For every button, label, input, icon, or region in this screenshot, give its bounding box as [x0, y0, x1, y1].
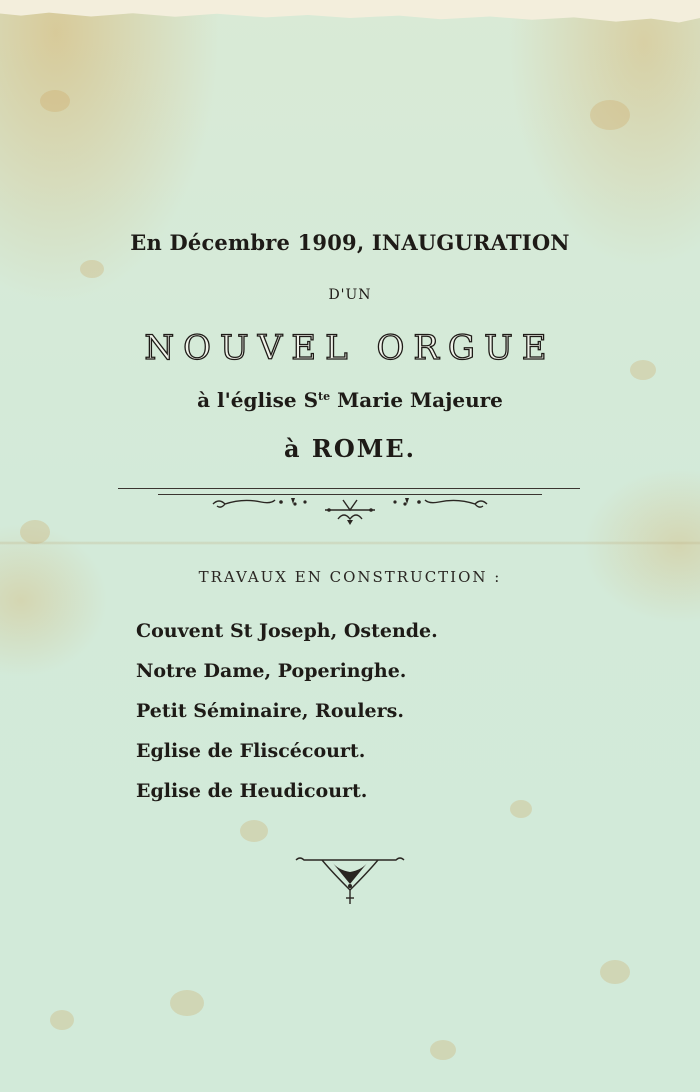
title-line-nouvel-orgue: NOUVEL ORGUE — [144, 328, 556, 368]
fold-crease — [0, 541, 700, 545]
age-spot — [170, 990, 204, 1016]
age-spot — [40, 90, 70, 112]
list-item: Petit Séminaire, Roulers. — [136, 700, 404, 722]
list-item: Eglise de Fliscécourt. — [136, 740, 366, 762]
age-spot — [510, 800, 532, 818]
list-item: Notre Dame, Poperinghe. — [136, 660, 407, 682]
title-line-rome: à ROME. — [284, 434, 416, 463]
fleuron-cross-ornament — [292, 854, 408, 912]
title-line-eglise — [0, 388, 700, 412]
saint-abbreviation-superscript: te — [318, 390, 331, 403]
eglise-text-before: à l'église S — [197, 388, 319, 412]
title-line-inauguration: En Décembre 1909, INAUGURATION — [130, 230, 570, 255]
scroll-divider-ornament — [205, 494, 495, 530]
age-spot — [430, 1040, 456, 1060]
list-item: Eglise de Heudicourt. — [136, 780, 368, 802]
age-spot — [590, 100, 630, 130]
eglise-text-after: Marie Majeure — [330, 388, 503, 412]
torn-top-edge — [0, 0, 700, 30]
list-item: Couvent St Joseph, Ostende. — [136, 620, 438, 642]
works-list — [136, 617, 438, 817]
works-heading: TRAVAUX EN CONSTRUCTION : — [198, 568, 502, 586]
title-line-dun: D'UN — [328, 287, 372, 303]
divider-rule-upper — [118, 488, 580, 489]
age-spot — [80, 260, 104, 278]
age-spot — [50, 1010, 74, 1030]
age-spot — [600, 960, 630, 984]
age-spot — [240, 820, 268, 842]
